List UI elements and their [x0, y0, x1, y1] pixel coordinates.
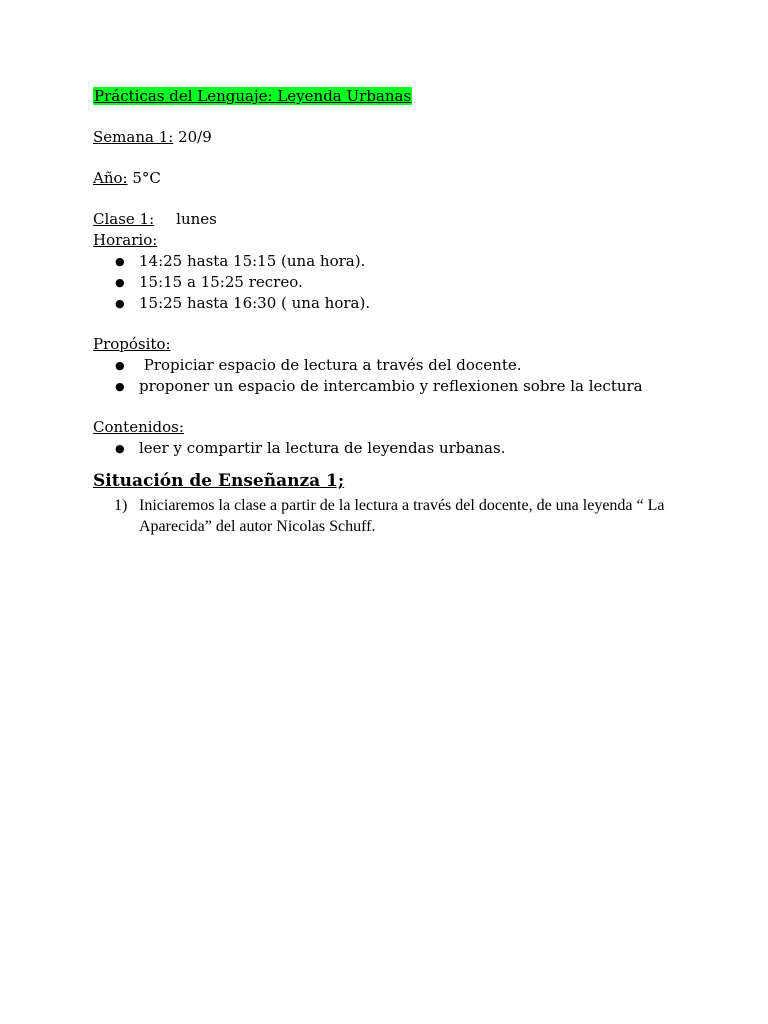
clase-line — [93, 209, 713, 230]
list-item: ● leer y compartir la lectura de leyendas urbanas. — [115, 439, 506, 457]
situacion-heading: Situación de Enseñanza 1; — [93, 471, 345, 491]
list-item: ● Propiciar espacio de lectura a través del docente. — [115, 356, 522, 374]
proposito-list — [93, 355, 713, 397]
horario-list — [93, 251, 713, 314]
clase-value: lunes — [176, 210, 217, 228]
proposito-label: Propósito: — [93, 335, 171, 353]
clase-label: Clase 1: — [93, 210, 155, 228]
anio-value: 5°C — [132, 169, 161, 187]
list-item: ● 15:15 a 15:25 recreo. — [115, 273, 303, 291]
horario-label: Horario: — [93, 231, 158, 249]
bullet-icon: ● — [115, 380, 125, 393]
list-item: ● 14:25 hasta 15:15 (una hora). — [115, 252, 366, 270]
anio-label: Año: — [93, 169, 128, 187]
document-title-text: Prácticas del Lenguaje: Leyenda Urbanas — [94, 87, 412, 105]
bullet-icon: ● — [115, 255, 125, 268]
list-item: ● proponer un espacio de intercambio y reflexionen sobre la lectura — [115, 377, 643, 395]
bullet-icon: ● — [115, 276, 125, 289]
bullet-icon: ● — [115, 442, 125, 455]
bullet-icon: ● — [115, 359, 125, 372]
step-text: Iniciaremos la clase a partir de la lectura a través del docente, de una leyenda “ La Aparecida” del autor Nicolas Schuff. — [139, 497, 665, 535]
semana-line — [93, 127, 713, 148]
semana-value: 20/9 — [178, 128, 212, 146]
list-item: ● 15:25 hasta 16:30 ( una hora). — [115, 294, 371, 312]
situacion-steps — [93, 495, 713, 537]
list-item — [93, 495, 699, 537]
bullet-icon: ● — [115, 297, 125, 310]
step-number: 1) — [114, 497, 128, 514]
anio-line — [93, 168, 713, 189]
document-page — [93, 86, 713, 537]
contenidos-list — [93, 438, 713, 459]
contenidos-label: Contenidos: — [93, 418, 184, 436]
semana-label: Semana 1: — [93, 128, 174, 146]
document-title — [93, 86, 713, 107]
